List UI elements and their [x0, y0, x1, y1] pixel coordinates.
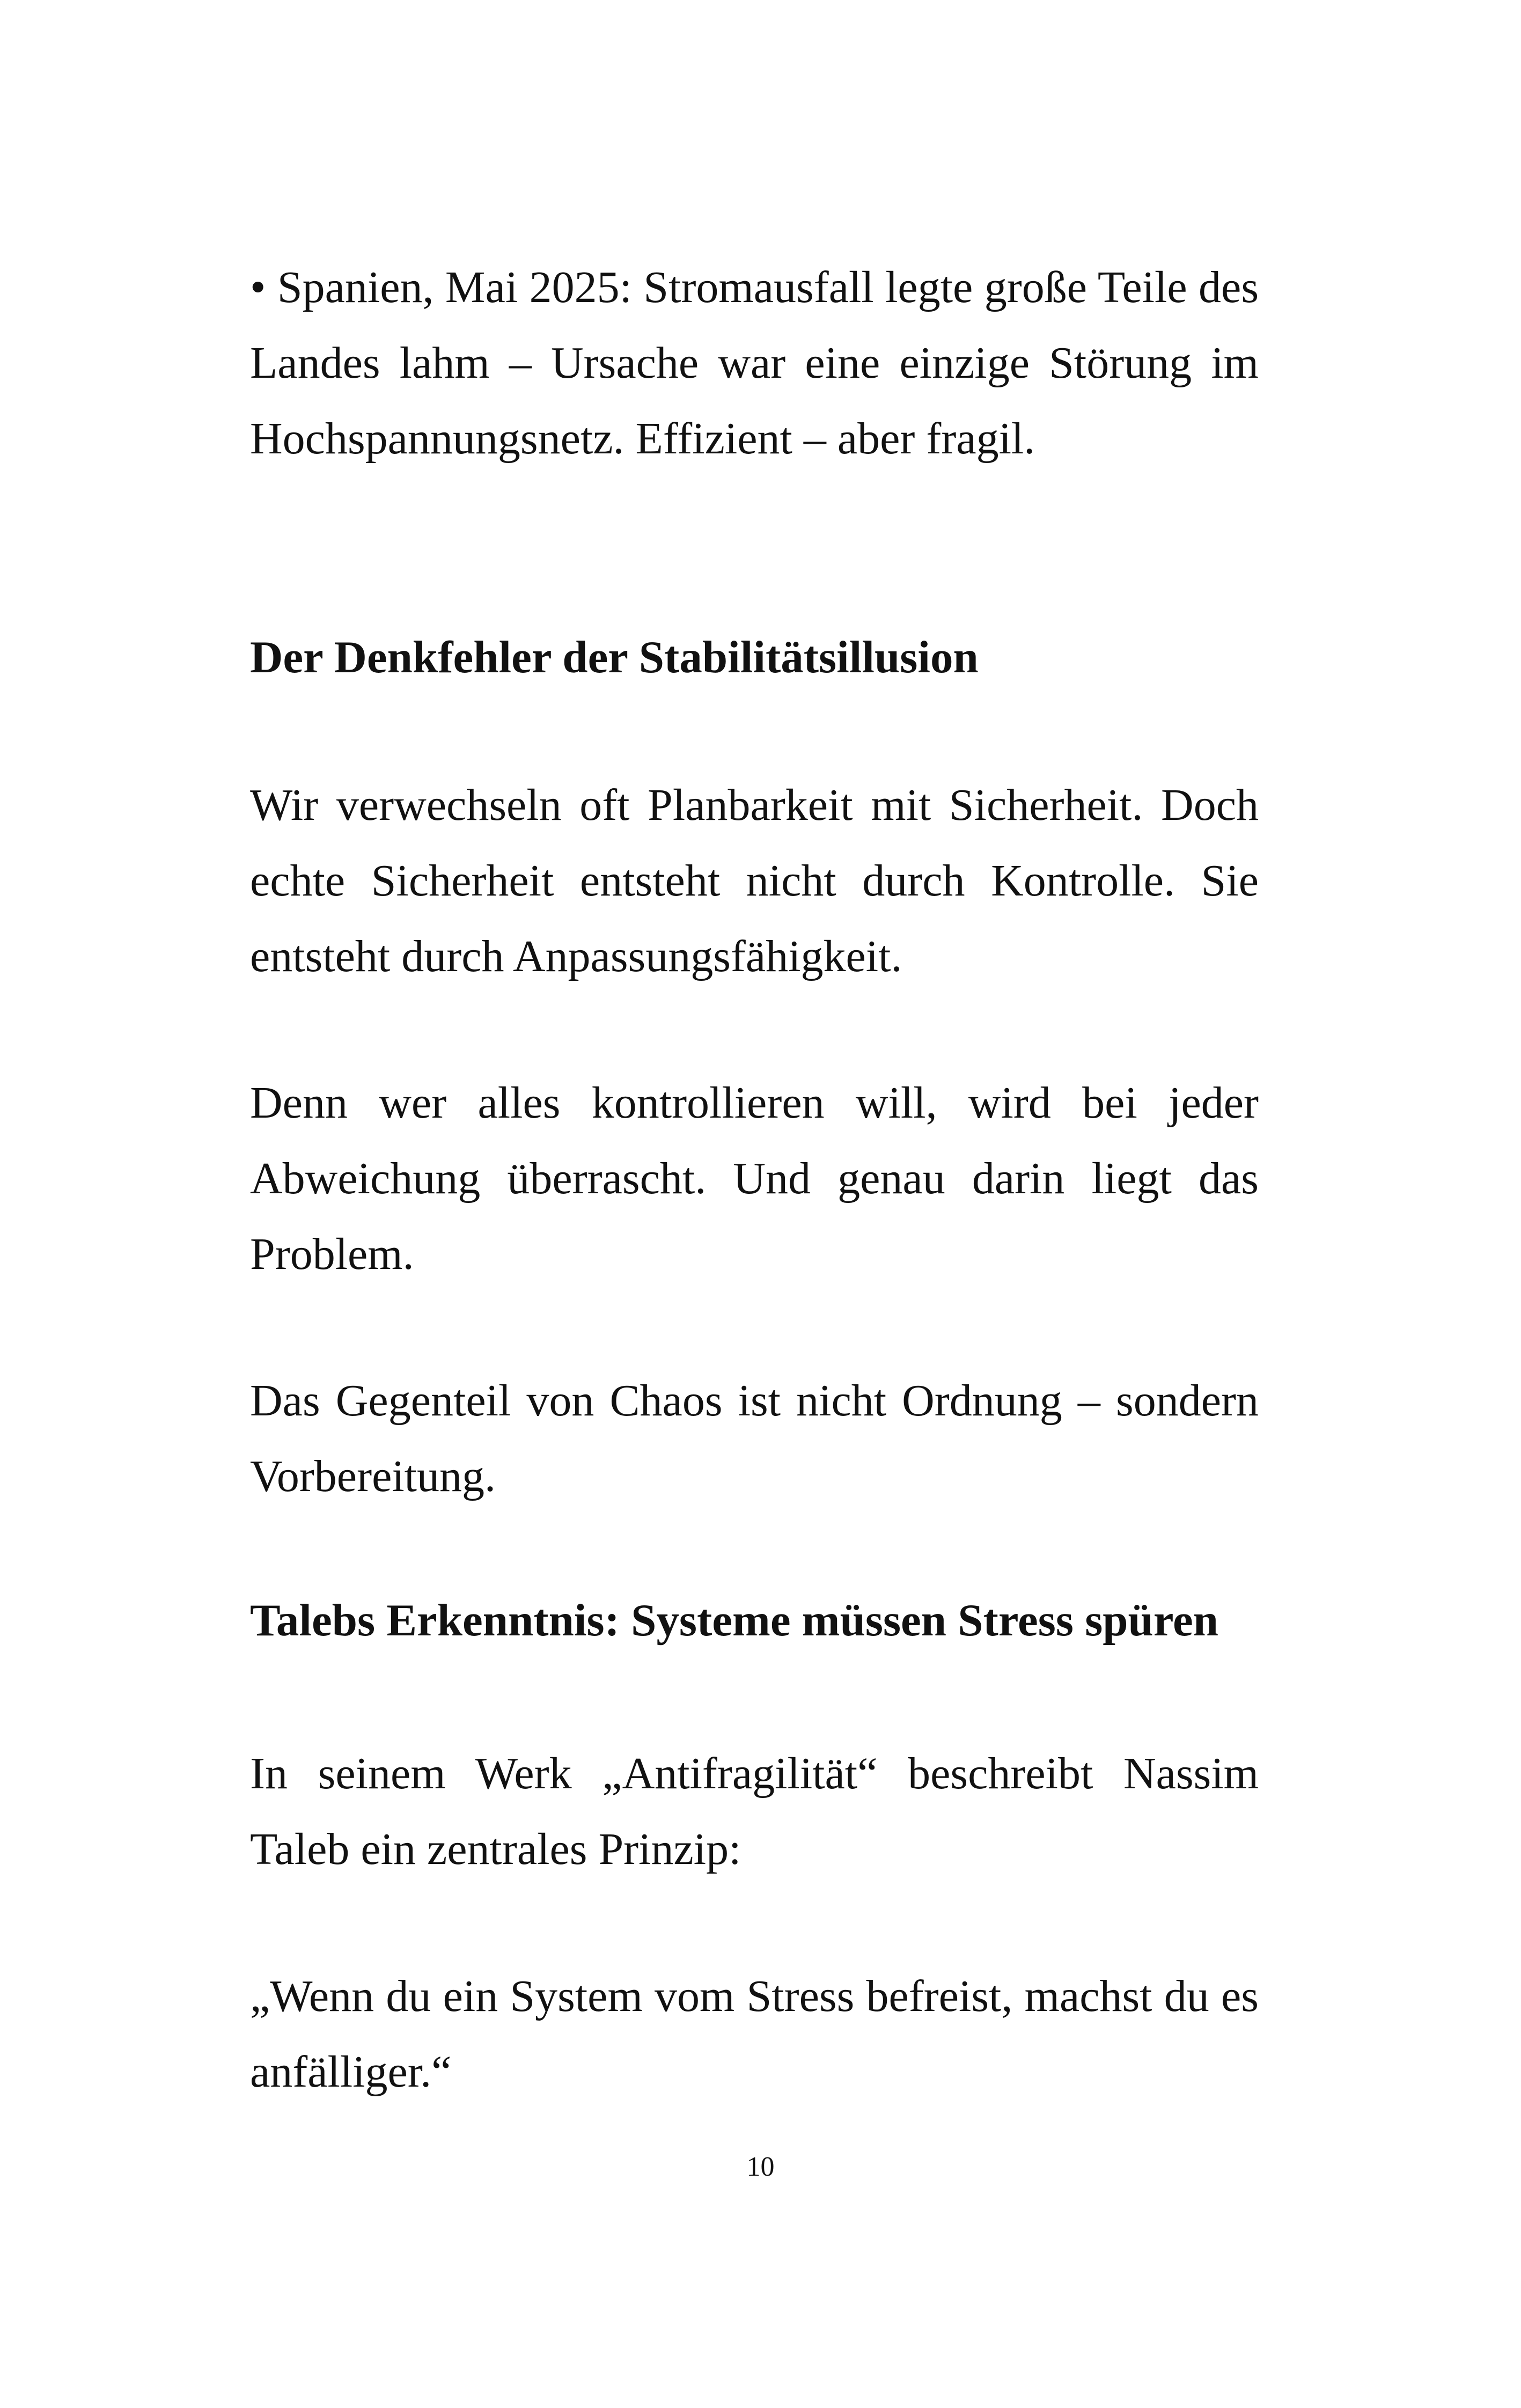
paragraph-kontrolle: Denn wer alles kontrollieren will, wird bei jeder Abweichung überrascht. Und genau darin liegt das Problem.: [250, 1078, 1259, 1279]
paragraph-planbarkeit: Wir verwechseln oft Planbarkeit mit Sicherheit. Doch echte Sicherheit entsteht nicht durch Kontrolle. Sie entsteht durch Anpassungsfähigkeit.: [250, 780, 1259, 981]
bullet-paragraph-spain: [250, 249, 1259, 476]
bullet-text-spain: Spanien, Mai 2025: Stromausfall legte große Teile des Landes lahm – Ursache war eine einzige Störung im Hochspannungsnetz. Effizient – aber fragil.: [250, 262, 1259, 464]
paragraph-chaos: Das Gegenteil von Chaos ist nicht Ordnung – sondern Vorbereitung.: [250, 1376, 1259, 1501]
section-heading-stability-illusion: Der Denkfehler der Stabilitätsillusion: [250, 632, 979, 682]
section-heading-taleb: Talebs Erkenntnis: Systeme müssen Stress spüren: [250, 1595, 1219, 1646]
page-number: 10: [746, 2152, 775, 2182]
bullet-marker: •: [250, 262, 266, 312]
paragraph-taleb-intro: In seinem Werk „Antifragilität“ beschreibt Nassim Taleb ein zentrales Prinzip:: [250, 1749, 1259, 1874]
paragraph-taleb-quote: „Wenn du ein System vom Stress befreist, machst du es anfälliger.“: [250, 1971, 1259, 2097]
